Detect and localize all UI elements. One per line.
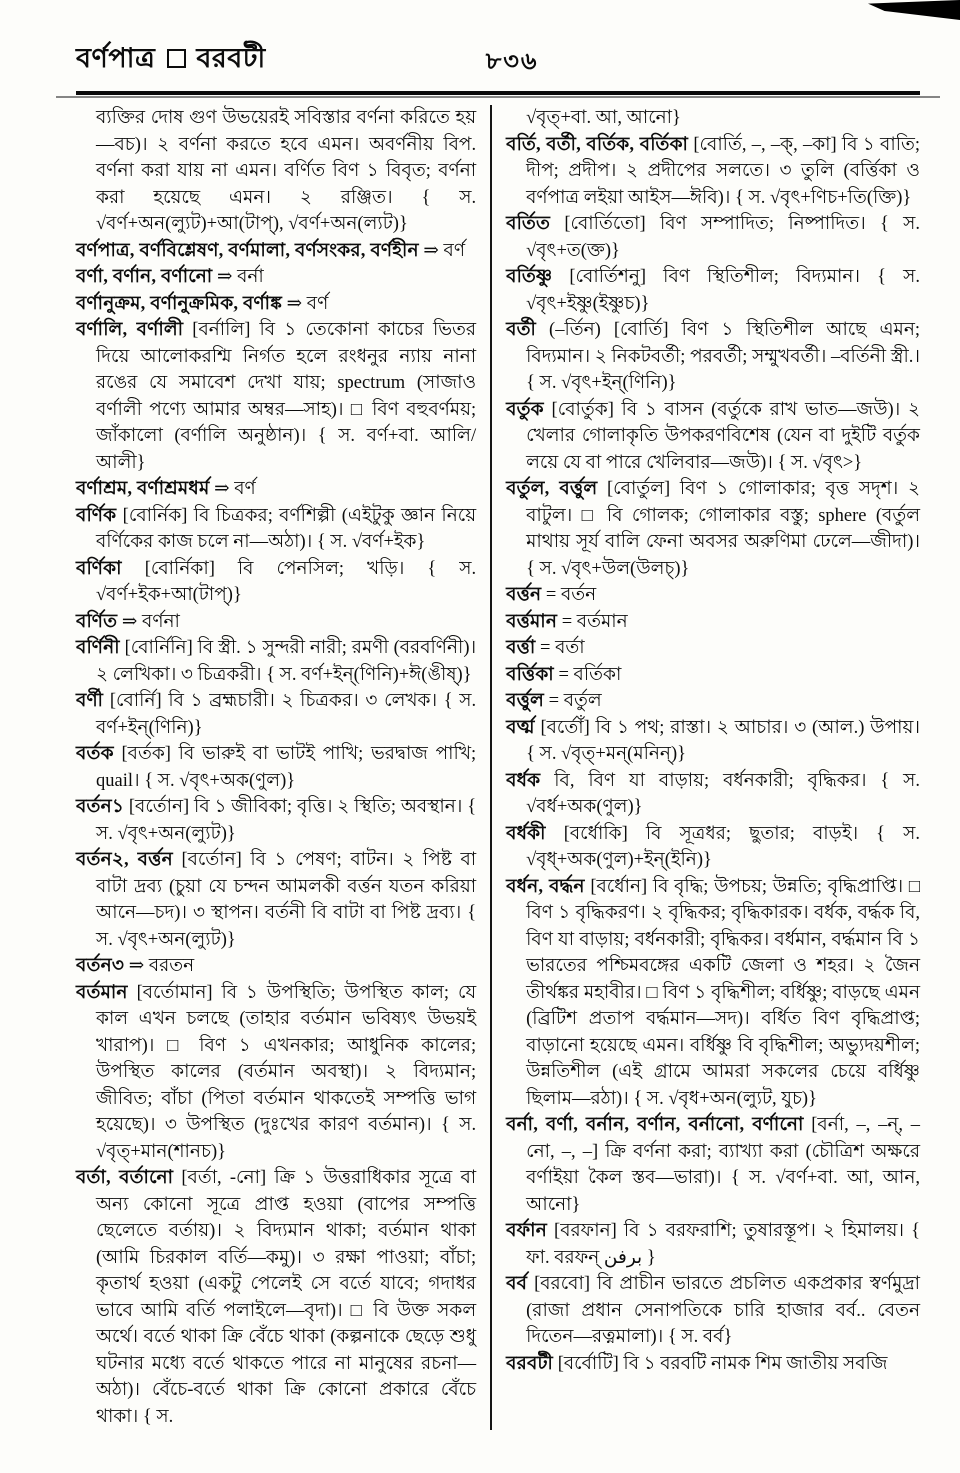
dictionary-entry [506,1271,920,1351]
headword: বর্ত্তুল [506,691,545,711]
entry-body: = বর্তমান [561,611,628,632]
headword: বর্ণপাত্র, বর্ণবিশ্লেষণ, বর্ণমালা, বর্ণসংকর, বর্ণহীন [76,240,419,261]
entry-body: [বোর্নিকা] বি পেনসিল; খড়ি। { স. √বর্ণ+ইক+আ(টাপ্)} [96,558,477,605]
headword: বর্না, বর্ণা, বর্নান, বর্ণান, বর্নানো, বর্ণানো [506,1115,804,1135]
entry-body: [বোর্নি] বি ১ ব্রহ্মচারী। ২ চিত্রকর। ৩ লেখক। { স. বর্ণ+ইন্(ণিনি)} [96,691,477,738]
entry-body: ব্যক্তির দোষ গুণ উভয়েরই সবিস্তার বর্ণনা করিতে হয়—বচ)। ২ বর্ণনা করতে হবে এমন। অবর্ণনীয় বিপ. বর্ণনা করা যায় না এমন। বর্ণিত বিণ ১ বিবৃত; বর্ণনা করা হয়েছে এমন। ২ রঞ্জিত। { স. √বর্ণ+অন(ল্যুট)+আ(টাপ্), √বর্ণ+অন(ল্যট)} [96,108,477,234]
entry-body: (–র্তিন) [বোর্তি] বিণ ১ স্থিতিশীল আছে এমন; বিদ্যমান। ২ নিকটবর্তী; পরবর্তী; সম্মুখবর্তী। –বর্তিনী স্ত্রী.। { স. √বৃৎ+ইন্(ণিনি)} [526,320,921,393]
dictionary-entry [506,768,920,821]
entry-body: [বোর্নিক] বি চিত্রকর; বর্ণশিল্পী (এইটুকু জ্ঞান নিয়ে বর্ণিকের কাজ চলে না—অঠা)। { স. √বর্ণ+ইক} [96,505,477,552]
dictionary-entry [76,741,476,794]
dictionary-entry [506,609,920,636]
headword: বর্তি, বর্তী, বর্তিক, বর্তিকা [506,134,689,155]
dictionary-entry [506,821,920,874]
dictionary-entry [76,688,476,741]
text-columns [76,105,920,1430]
headword: বরবটী [506,1353,554,1374]
entry-body: [বরফান] বি ১ বরফরাশি; তুষারস্তূপ। ২ হিমালয়। { ফা. বরফন্ برفن } [526,1221,920,1268]
entry-body: = বর্তুল [548,691,602,711]
entry-body: ⇒ বর্ণ [423,240,465,261]
guide-word-left: বর্ণপাত্র [76,43,156,73]
entry-body: = বর্তা [540,638,585,658]
dictionary-entry [76,953,476,980]
dictionary-entry [506,211,920,264]
entry-body: [বর্তা, -নো] ক্রি ১ উত্তরাধিকার সূত্রে বা অন্য কোনো সূত্রে প্রাপ্ত হওয়া (বাপের সম্পত্তি ছেলেতে বর্তায়)। ২ বিদ্যমান থাকা; বর্তমান থাকা (আমি চিরকাল বর্তি—কমু)। ৩ রক্ষা পাওয়া; বাঁচা; কৃতার্থ হওয়া (একটু পেলেই সে বর্তে যাবে; গদাধর ভাবে আমি বর্তি পলাইলে—বৃদা)। □ বি উক্ত সকল অর্থে। বর্তে থাকা ক্রি বেঁচে থাকা (কল্পনাকে ছেড়ে শুধু ঘটনার মধ্যে বর্তে থাকতে পারে না মানুষের রচনা—অঠা)। বেঁচে-বর্তে থাকা ক্রি কোনো প্রকারে বেঁচে থাকা। { স. [96,1168,477,1427]
square-separator-icon [167,49,186,68]
entry-body: ⇒ বর্ণ [214,479,256,499]
entry-body: [বর্তক] বি ভারুই বা ভাটই পাখি; ভরদ্বাজ পাখি; quail। { স. √বৃৎ+অক(ণুল)} [96,744,477,791]
headword: বর্ণী [76,691,104,711]
dictionary-entry [506,397,920,477]
dictionary-entry [76,980,476,1166]
dictionary-entry [76,635,476,688]
dictionary-entry [506,1351,920,1378]
dictionary-entry [506,132,920,212]
headword: বর্ব [506,1274,528,1294]
headword: বর্ণিকা [76,558,122,579]
headword: বর্তুক [506,399,544,420]
dictionary-entry [506,1218,920,1271]
entry-body: [বোর্তিতো] বিণ সম্পাদিত; নিষ্পাদিত। { স. √বৃৎ+ত(ক্ত)} [526,214,920,261]
dictionary-entry [506,264,920,317]
dictionary-entry [76,503,476,556]
headword: বর্ণিক [76,505,117,526]
entry-body: বি, বিণ যা বাড়ায়; বর্ধনকারী; বৃদ্ধিকর। { স. √বর্ধ+অক(ণুল)} [526,770,921,817]
entry-body: [বরবো] বি প্রাচীন ভারতে প্রচলিত একপ্রকার স্বর্ণমুদ্রা (রাজা প্রধান সেনাপতিকে চারি হাজার বর্ব.. বেতন দিতেন—রত্নমালা)। { স. বর্ব} [526,1274,921,1347]
entry-body: [বর্তোন] বি ১ পেষণ; বাটন। ২ পিষ্ট বা বাটা দ্রব্য (চুয়া যে চন্দন আমলকী বর্ত্তন যতন করিয়া আনে—চদ)। ৩ স্থাপন। বর্তনী বি বাটা বা পিষ্ট দ্রব্য। { স. √বৃৎ+অন(ল্যুট)} [96,850,477,950]
dictionary-entry [506,715,920,768]
headword: বর্তক [76,744,114,764]
dictionary-entry [506,688,920,715]
headword: বর্ত্তন [506,585,542,605]
entry-body: = বর্তন [545,585,597,605]
entry-body: [বর্নালি] বি ১ তেকোনা কাচের ভিতর দিয়ে আলোকরশ্মি নির্গত হলে রংধনুর ন্যায় নানা রঙের যে সমাবেশ দেখা যায়; spectrum (সাজাও বর্ণালী পণ্যে আমার অম্বর—সাহ)। □ বিণ বহুবর্ণময়; জাঁকালো (বর্ণালি অনুষ্ঠান)। { স. বর্ণ+বা. আলি/আলী} [96,320,477,473]
entry-body: = বর্তিকা [558,664,622,685]
headword: বর্তন১ [76,797,125,817]
entry-body: [বোর্তি, –, –ক্, –কা] বি ১ বাতি; দীপ; প্রদীপ। ২ প্রদীপের সলতে। ৩ তুলি (বর্ত্তিকা ও বর্ণপাত্র লইয়া আইস—ঈবি)। { স. √বৃৎ+ণিচ+তি(ক্তি)} [526,134,921,208]
column-left [76,105,490,1430]
entry-body: [বর্ধোকি] বি সূত্রধর; ছুতার; বাড়ই। { স. √বৃধ্+অক(ণুল)+ইন্(ইনি)} [526,823,920,870]
dictionary-entry [506,635,920,662]
entry-body: [বর্তোন] বি ১ জীবিকা; বৃত্তি। ২ স্থিতি; অবস্থান। { স. √বৃৎ+অন(ল্যুট)} [96,797,477,844]
entry-body: [বোর্নিনি] বি স্ত্রী. ১ সুন্দরী নারী; রমণী (বরবর্ণিনী)। ২ লেখিকা। ৩ চিত্রকরী। { স. বর্ণ+ইন্(ণিনি)+ঈ(ঙীষ্)} [96,638,477,685]
entry-body: [বর্তোঁ] বি ১ পথ; রাস্তা। ২ আচার। ৩ (আল.) উপায়। { স. √বৃত্+মন্(মনিন্)} [526,717,921,764]
entry-body: [বোর্তিশনু] বিণ স্থিতিশীল; বিদ্যমান। { স. √বৃৎ+ইষ্ণু(ইষ্ণুচ)} [526,267,920,314]
entry-body: ⇒ বর্ণ [286,293,329,314]
dictionary-entry [76,238,476,265]
entry-body: ⇒ বরতন [128,956,195,976]
entry-body: [বর্বোটি] বি ১ বরবটি নামক শিম জাতীয় সবজি [557,1353,888,1374]
headword: বর্ণিনী [76,638,120,658]
headword: বর্ধকী [506,823,546,844]
dictionary-entry [76,609,476,636]
headword: বর্তুল, বর্ত্তুল [506,479,598,499]
headword: বর্ণালি, বর্ণালী [76,320,184,340]
column-right [490,105,920,1430]
page-number: ৮৩৬ [485,49,539,75]
headword: বর্তিষ্ণু [506,267,553,287]
headword: বর্ধক [506,770,541,791]
scan-artifact [868,0,960,20]
dictionary-entry [506,582,920,609]
entry-body: [বোর্তুক] বি ১ বাসন (বর্তুকে রাখ ভাত—জউ)। ২ খেলার গোলাকৃতি উপকরণবিশেষ (যেন বা দুইটি বর্তুক লয়ে যে বা পারে খেলিবার—জউ)। { স. √বৃৎ>} [526,399,920,473]
headword: বর্ণাশ্রম, বর্ণাশ্রমধর্ম [76,479,210,499]
headword: বর্ণানুক্রম, বর্ণানুক্রমিক, বর্ণাঙ্ক [76,293,283,314]
headword: বর্ফান [506,1221,547,1241]
headword: বর্ত্তিকা [506,664,554,685]
headword: বর্ত্ম [506,717,535,738]
headword: বর্ণা, বর্ণান, বর্ণানো [76,267,213,287]
entry-body: ⇒ বর্ণনা [121,611,180,632]
dictionary-entry [506,1112,920,1218]
headword: বর্ণিত [76,611,118,632]
entry-body: ⇒ বর্না [216,267,264,287]
headword: বর্তী [506,320,536,340]
headword: বর্ধন, বর্দ্ধন [506,876,585,897]
guide-words [76,38,266,83]
headword: বর্তিত [506,214,551,234]
entry-body: [বর্ধোন] বি বৃদ্ধি; উপচয়; উন্নতি; বৃদ্ধিপ্রাপ্তি। □ বিণ ১ বৃদ্ধিকরণ। ২ বৃদ্ধিকর; বৃদ্ধিকারক। বর্ধক, বর্দ্ধক বি, বিণ যা বাড়ায়; বর্ধনকারী; বৃদ্ধিকর। বর্ধমান, বর্দ্ধমান বি ১ ভারতের পশ্চিমবঙ্গের একটি জেলা ও শহর। ২ জৈন তীর্থঙ্কর মহাবীর। □ বিণ ১ বৃদ্ধিশীল; বর্ধিষ্ণু; বাড়ছে এমন (ব্রিটিশ প্রতাপ বর্দ্ধমান—সদ)। বর্ধিত বিণ বৃদ্ধিপ্রাপ্ত; বাড়ানো হয়েছে এমন। বর্ধিষ্ণু বি বৃদ্ধিশীল; অভ্যুদয়শীল; উন্নতিশীল (এই গ্রামে আমরা সকলের চেয়ে বর্ধিষ্ণু ছিলাম—রঠা)। { স. √বৃধ+অন(ল্যুট, যুচ)} [526,876,921,1109]
entry-body: [বর্তোমান] বি ১ উপস্থিতি; উপস্থিত কাল; যে কাল এখন চলছে (তাহার বর্তমান ভবিষ্যৎ উভয়ই খারাপ)। □ বিণ ১ এখনকার; আধুনিক কালের; উপস্থিত কালের (বর্তমান অবস্থা)। ২ বিদ্যমান; জীবিত; বাঁচা (পিতা বর্তমান থাকতেই সম্পত্তি ভাগ হয়েছে)। ৩ উপস্থিত (দুঃখের কারণ বর্তমান)। { স. √বৃত্+মান(শানচ)} [96,982,477,1162]
headword: বর্তন২, বর্ত্তন [76,850,173,870]
headword: বর্তন৩ [76,956,125,976]
dictionary-entry [76,291,476,318]
dictionary-entry [506,476,920,582]
page-header [76,38,920,95]
dictionary-entry [506,317,920,397]
headword: বর্তমান [76,982,128,1003]
dictionary-entry [76,556,476,609]
entry-body: [বর্না, –, –ন্, –নো, –, –] ক্রি বর্ণনা করা; ব্যাখ্যা করা (চৌত্রিশ অক্ষরে বর্ণাইয়া কৈল স্তব—ভারা)। { স. √বর্ণ+বা. আ, আন, আনো} [526,1115,920,1215]
entry-body: √বৃত্+বা. আ, আনো} [526,108,681,128]
headword: বর্তা, বর্তানো [76,1168,174,1188]
dictionary-entry [76,794,476,847]
dictionary-entry [76,476,476,503]
dictionary-entry [76,105,476,238]
dictionary-entry [506,662,920,689]
dictionary-entry [506,874,920,1113]
dictionary-entry [76,1165,476,1430]
guide-word-right: বরবটী [196,43,266,73]
headword: বর্ত্তা [506,638,536,658]
dictionary-entry [76,847,476,953]
dictionary-entry [506,105,920,132]
entry-body: [বোর্তুল] বিণ ১ গোলাকার; বৃত্ত সদৃশ। ২ বাটুল। □ বি গোলক; গোলাকার বস্তু; sphere (বর্তুল মাথায় সূর্য বালি ফেনা অবসর অরুণিমা ঢেলে—জীদা)। { স. √বৃৎ+উল(উলচ্)} [526,479,920,579]
headword: বর্ত্তমান [506,611,558,632]
dictionary-entry [76,264,476,291]
dictionary-entry [76,317,476,476]
